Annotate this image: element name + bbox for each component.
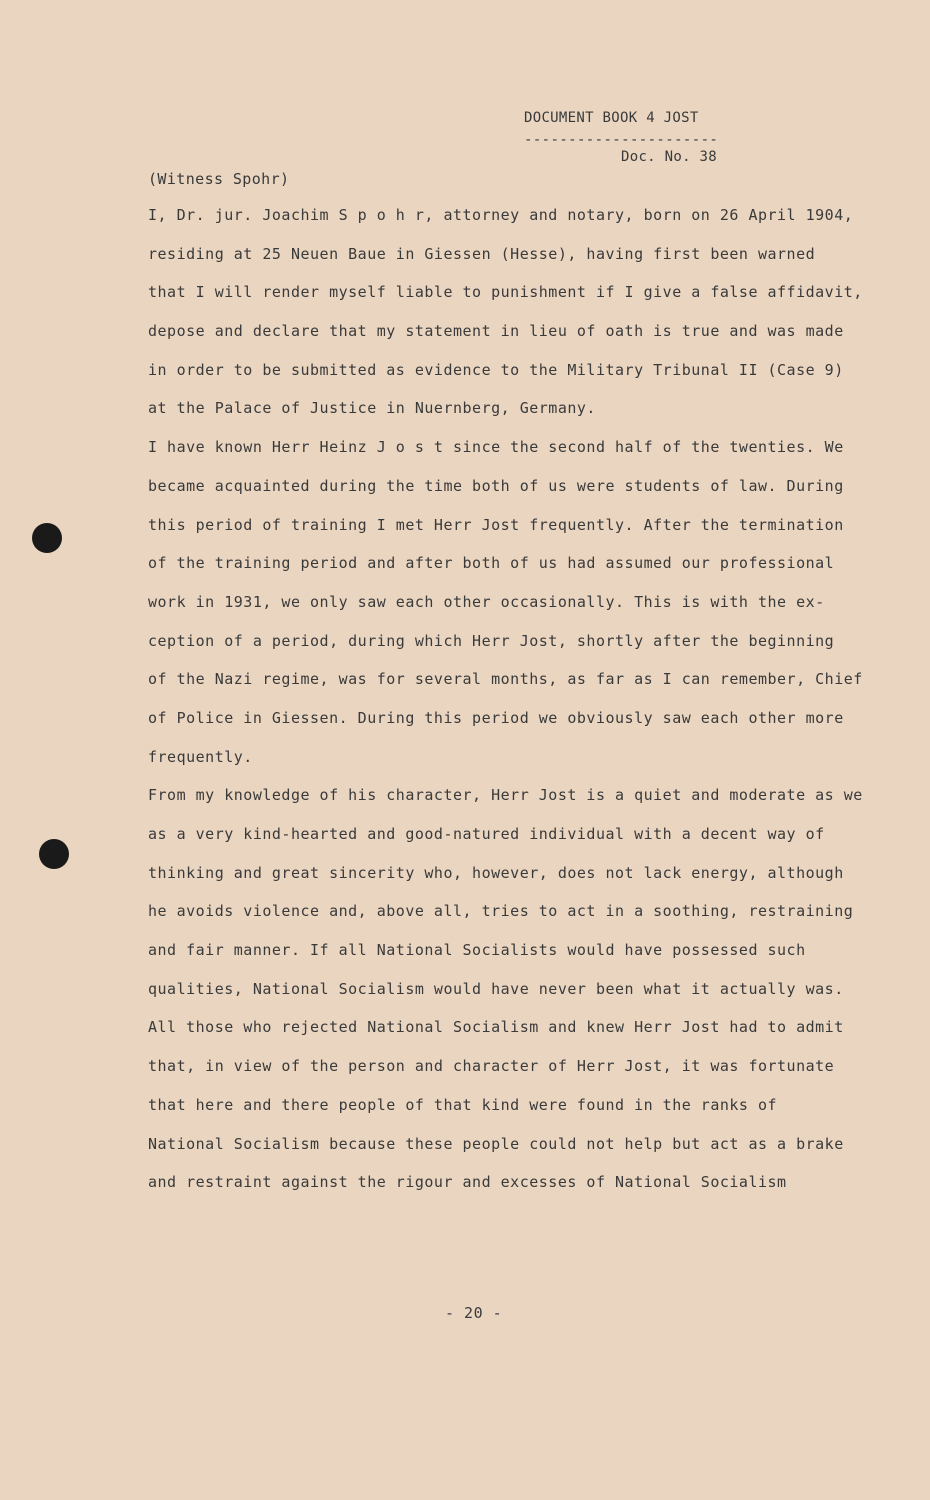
- text-line: I, Dr. jur. Joachim S p o h r, attorney and notary, born on 26 April 1904,: [148, 206, 854, 224]
- text-line: of Police in Giessen. During this period we obviously saw each other more: [148, 708, 844, 727]
- text-line: I have known Herr Heinz J o s t since the second half of the twenties. We: [148, 438, 844, 457]
- page-number: - 20 -: [445, 1304, 503, 1322]
- document-number: Doc. No. 38: [621, 149, 718, 165]
- text-line: in order to be submitted as evidence to the Military Tribunal II (Case 9): [148, 360, 844, 379]
- text-line: that, in view of the person and character of Herr Jost, it was fortunate: [148, 1057, 835, 1076]
- text-line: residing at 25 Neuen Baue in Giessen (Hesse), having first been warned: [148, 244, 816, 263]
- text-line: National Socialism because these people could not help but act as a brake: [148, 1134, 844, 1153]
- header-rule: ----------------------: [524, 132, 719, 148]
- text-line: depose and declare that my statement in lieu of oath is true and was made: [148, 322, 844, 341]
- text-line: at the Palace of Justice in Nuernberg, Germany.: [148, 399, 596, 418]
- text-line: and restraint against the rigour and excesses of National Socialism: [148, 1173, 787, 1192]
- text-line: All those who rejected National Socialism and knew Herr Jost had to admit: [148, 1018, 844, 1037]
- punch-hole-bottom: [39, 839, 69, 869]
- text-line: this period of training I met Herr Jost frequently. After the termination: [148, 515, 844, 534]
- text-line: became acquainted during the time both of us were students of law. During: [148, 476, 844, 495]
- text-line: that here and there people of that kind were found in the ranks of: [148, 1095, 778, 1114]
- text-line: that I will render myself liable to punishment if I give a false affidavit,: [148, 283, 863, 302]
- text-line: of the Nazi regime, was for several months, as far as I can remember, Chief: [148, 670, 863, 689]
- document-book-title: DOCUMENT BOOK 4 JOST: [524, 110, 699, 126]
- text-line: and fair manner. If all National Socialists would have possessed such: [148, 941, 806, 960]
- witness-label: (Witness Spohr): [148, 170, 290, 188]
- text-line: qualities, National Socialism would have never been what it actually was.: [148, 979, 844, 998]
- text-line: he avoids violence and, above all, tries to act in a soothing, restraining: [148, 902, 854, 921]
- text-line: work in 1931, we only saw each other occasionally. This is with the ex-: [148, 592, 825, 611]
- text-line: thinking and great sincerity who, however, does not lack energy, although: [148, 863, 844, 882]
- text-line: as a very kind-hearted and good-natured individual with a decent way of: [148, 825, 825, 843]
- text-line: of the training period and after both of us had assumed our professional: [148, 554, 835, 573]
- affidavit-body: [148, 203, 888, 1209]
- text-line: frequently.: [148, 747, 253, 766]
- punch-hole-top: [32, 523, 62, 553]
- text-line: From my knowledge of his character, Herr Jost is a quiet and moderate as we: [148, 786, 863, 805]
- text-line: ception of a period, during which Herr Jost, shortly after the beginning: [148, 631, 835, 650]
